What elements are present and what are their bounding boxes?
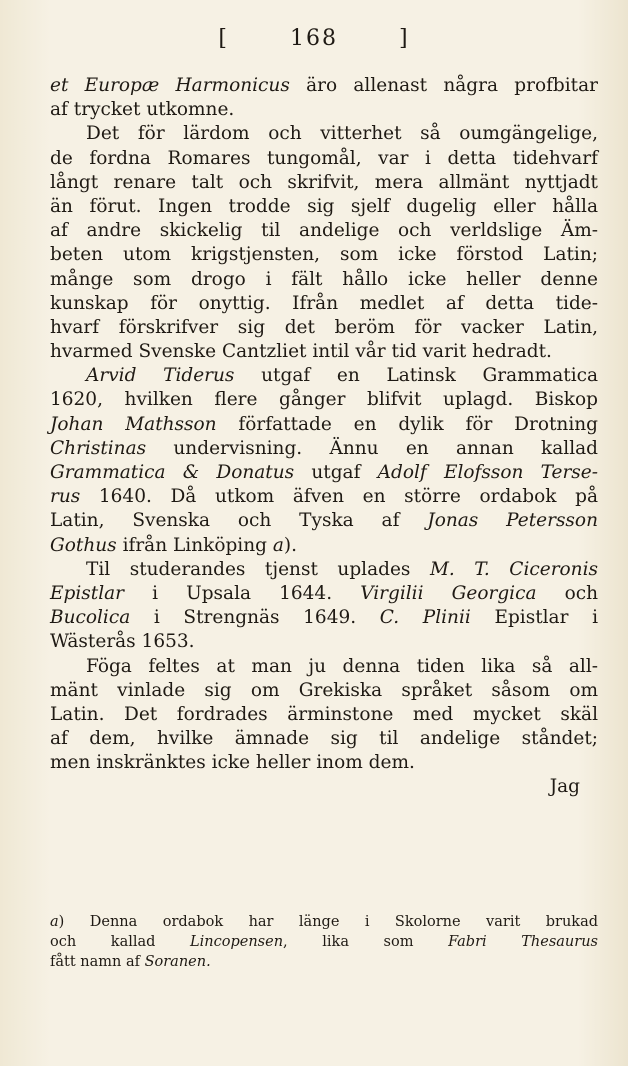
text-line xyxy=(50,437,598,461)
text-span: Fabri Thesaurus xyxy=(448,934,598,950)
text-span: undervisning. Ännu en annan kallad xyxy=(146,437,598,459)
text-line xyxy=(50,413,598,437)
text-line xyxy=(50,340,598,364)
text-line xyxy=(50,98,598,122)
text-span: de fordna Romares tungomål, var i detta tidehvarf xyxy=(50,147,598,169)
text-span: Adolf Elofsson Terse- xyxy=(377,462,598,483)
text-span: Jonas Petersson xyxy=(427,510,598,532)
text-line xyxy=(50,292,598,316)
text-line xyxy=(50,147,598,171)
text-span: M. T. Ciceronis xyxy=(429,558,598,580)
text-span: kunskap för onyttig. Ifrån medlet af detta tide- xyxy=(50,292,598,314)
catchword: Jag xyxy=(549,776,580,798)
text-span: i Upsala 1644. xyxy=(123,582,361,604)
text-span: a xyxy=(50,914,59,930)
text-line xyxy=(50,751,598,775)
footnote xyxy=(50,912,598,972)
text-span: Epistlar i xyxy=(470,607,598,629)
text-span: 1620, hvilken flere gånger blifvit uplagd. Biskop xyxy=(50,389,598,411)
text-line xyxy=(50,316,598,340)
text-span: äro allenast några profbitar xyxy=(289,75,598,96)
text-span: Det för lärdom och vitterhet så oumgängelige, xyxy=(86,123,598,145)
header-bracket-left: [ xyxy=(218,26,229,51)
text-line xyxy=(50,679,598,703)
text-span: utgaf en Latinsk Grammatica xyxy=(234,365,598,387)
text-span: Virgilii Georgica xyxy=(360,582,537,604)
text-span: Til studerandes tjenst uplades xyxy=(86,558,430,580)
text-line xyxy=(50,364,598,388)
text-line xyxy=(50,171,598,195)
header-bracket-right: ] xyxy=(399,26,410,51)
text-span: 1640. Då utkom äfven en större ordabok på xyxy=(80,486,598,508)
text-line xyxy=(50,534,598,558)
text-span: , lika som xyxy=(283,934,449,950)
text-span: Johan Mathsson xyxy=(50,413,217,435)
text-span: och xyxy=(536,582,599,604)
body-text xyxy=(50,74,598,800)
text-line xyxy=(50,509,598,533)
page-header xyxy=(0,26,628,51)
text-span: af dem, hvilke ämnade sig til andelige ståndet; xyxy=(50,728,598,750)
text-line xyxy=(50,727,598,751)
text-span: Arvid Tiderus xyxy=(86,365,235,387)
text-span: och kallad xyxy=(50,934,191,950)
text-span: Soranen. xyxy=(144,954,211,970)
text-span: månge som drogo i fält hållo icke heller denne xyxy=(50,268,598,290)
text-span: C. Plinii xyxy=(379,607,471,629)
text-line xyxy=(50,122,598,146)
text-span: Bucolica xyxy=(50,607,131,629)
text-span: men inskränktes icke heller inom dem. xyxy=(50,752,415,774)
text-span: Epistlar xyxy=(50,582,124,604)
text-line xyxy=(50,558,598,582)
text-span: Latin. Det fordrades ärminstone med mycket skäl xyxy=(50,703,598,725)
text-line xyxy=(50,219,598,243)
text-line xyxy=(50,485,598,509)
footnote-line xyxy=(50,932,598,952)
footnote-lines xyxy=(50,912,598,972)
text-line xyxy=(50,461,598,485)
text-line xyxy=(50,74,598,98)
text-span: Latin, Svenska och Tyska af xyxy=(50,510,428,532)
text-span: mänt vinlade sig om Grekiska språket såsom om xyxy=(50,679,598,701)
text-line xyxy=(50,606,598,630)
text-span: Lincopensen xyxy=(190,934,284,950)
footnote-line xyxy=(50,952,598,972)
text-span: Grammatica & Donatus xyxy=(50,462,295,483)
text-span: Wästerås 1653. xyxy=(50,631,195,653)
text-span: af andre skickelig til andelige och verldslige Äm- xyxy=(50,220,598,242)
text-line xyxy=(50,582,598,606)
text-line xyxy=(50,243,598,267)
text-span: et Europæ Harmonicus xyxy=(50,75,290,96)
text-line xyxy=(50,703,598,727)
text-span: ) Denna ordabok har länge i Skolorne varit brukad xyxy=(58,914,598,930)
text-span: utgaf xyxy=(294,462,378,483)
text-span: beten utom krigstjensten, som icke förstod Latin; xyxy=(50,244,598,266)
text-span: än förut. Ingen trodde sig sjelf dugelig eller hålla xyxy=(50,195,598,217)
text-span: ). xyxy=(283,534,298,556)
text-span: Gothus xyxy=(50,534,117,556)
text-line xyxy=(50,268,598,292)
text-span: författade en dylik för Drotning xyxy=(216,413,598,435)
text-span: af trycket utkomne. xyxy=(50,99,235,121)
text-span: ifrån Linköping xyxy=(116,534,273,556)
text-span: fått namn af xyxy=(50,954,145,970)
footnote-line xyxy=(50,912,598,932)
text-line xyxy=(50,630,598,654)
text-span: a xyxy=(272,534,284,556)
text-lines xyxy=(50,74,598,775)
text-span: i Strengnäs 1649. xyxy=(130,607,380,629)
text-span: hvarf förskrifver sig det beröm för vacker Latin, xyxy=(50,316,598,338)
page-number: 168 xyxy=(290,26,338,51)
text-line xyxy=(50,655,598,679)
text-span: Föga feltes at man ju denna tiden lika så all- xyxy=(86,655,598,677)
text-span: hvarmed Svenske Cantzliet intil vår tid varit hedradt. xyxy=(50,341,552,363)
text-span: Christinas xyxy=(50,437,147,459)
text-line xyxy=(50,195,598,219)
text-line xyxy=(50,388,598,412)
text-span: rus xyxy=(50,486,81,508)
text-span: långt renare talt och skrifvit, mera allmänt nyttjadt xyxy=(50,171,598,193)
